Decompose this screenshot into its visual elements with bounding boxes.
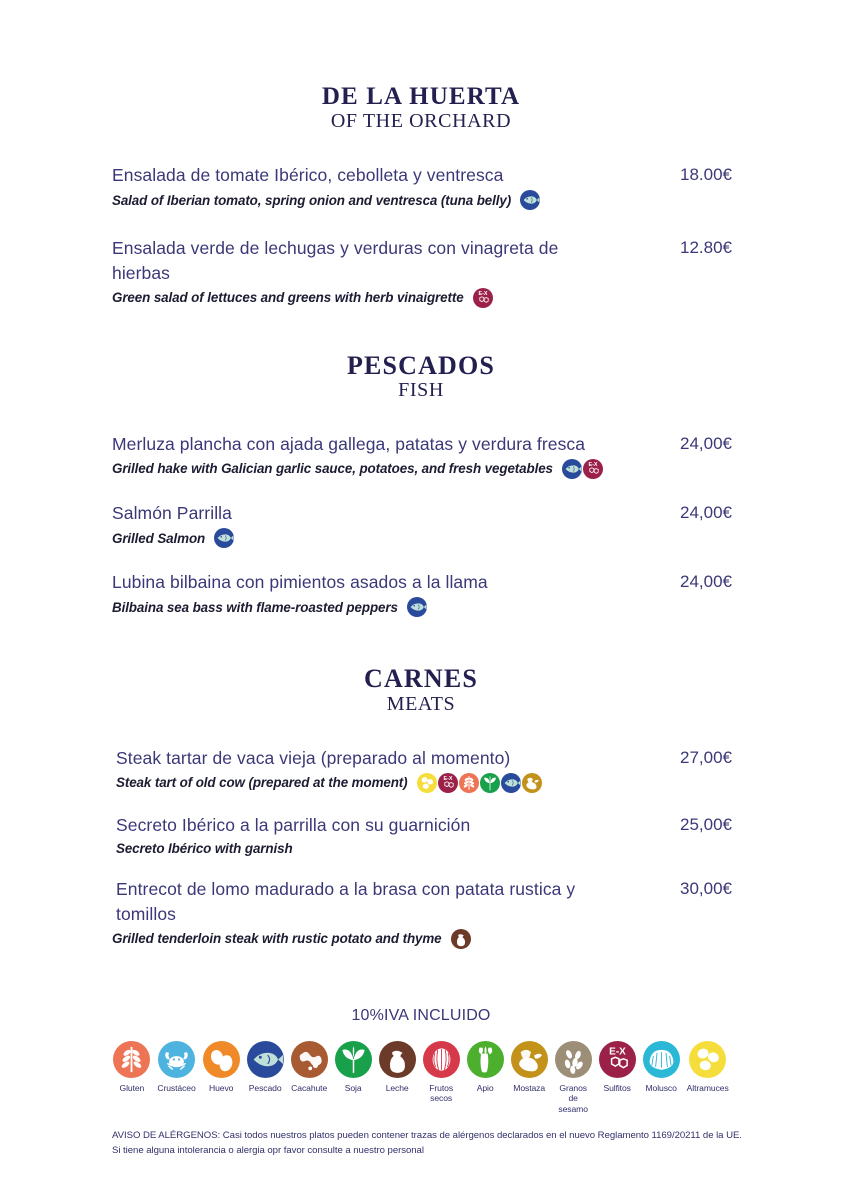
iva-note: 10%IVA INCLUIDO <box>351 1006 491 1024</box>
sulfitos-allergen-icon <box>583 459 603 479</box>
legend-label: Frutos secos <box>429 1082 454 1104</box>
legend-item-apio <box>467 1041 504 1094</box>
legend-label: Apio <box>476 1082 494 1093</box>
allergen-legend <box>0 1041 842 1115</box>
legend-item-sulfitos <box>599 1041 636 1094</box>
item-name: Ensalada verde de lechugas y verduras con vinagreta de hierbas <box>112 238 559 283</box>
gluten-allergen-icon <box>113 1041 150 1078</box>
sesamo-allergen-icon <box>555 1041 592 1078</box>
item-list-pescados <box>0 432 842 617</box>
section-title-es: CARNES <box>364 664 478 694</box>
legend-label: Crustáceo <box>157 1082 196 1093</box>
legend-item-gluten <box>113 1041 150 1094</box>
item-price: 30,00€ <box>680 879 732 899</box>
section-title-es: DE LA HUERTA <box>321 83 521 110</box>
menu-item[interactable] <box>116 746 732 793</box>
legend-label: Granos de sesamo <box>558 1082 588 1115</box>
item-allergen-list <box>520 190 540 210</box>
legend-item-sesamo <box>555 1041 592 1115</box>
sulfitos-allergen-icon <box>438 773 458 793</box>
frutossecos-allergen-icon <box>423 1041 460 1078</box>
allergen-notice-line-2: Si tiene alguna intolerancia o alergia opr favor consulte a nuestro personal <box>112 1144 424 1156</box>
svg-text:E-X: E-X <box>588 462 598 469</box>
legend-label: Leche <box>385 1082 409 1093</box>
item-list-huerta <box>0 163 842 307</box>
pescado-allergen-icon <box>247 1041 284 1078</box>
legend-item-pescado <box>247 1041 284 1094</box>
sulfitos-allergen-icon <box>473 288 493 308</box>
legend-label: Huevo <box>208 1082 234 1093</box>
item-description: Green salad of lettuces and greens with herb vinaigrette <box>112 289 464 305</box>
item-name: Secreto Ibérico a la parrilla con su guarnición <box>116 814 471 835</box>
allergen-notice <box>0 1129 842 1159</box>
soja-allergen-icon <box>335 1041 372 1078</box>
section-heading-pescados <box>0 308 842 402</box>
item-price: 24,00€ <box>680 433 732 453</box>
soja-allergen-icon <box>480 773 500 793</box>
legend-item-soja <box>335 1041 372 1094</box>
altramuces-allergen-icon <box>689 1041 726 1078</box>
mostaza-allergen-icon <box>522 773 542 793</box>
legend-item-frutossecos <box>423 1041 460 1104</box>
legend-label: Altramuces <box>686 1082 729 1093</box>
section-title-es: PESCADOS <box>346 350 496 380</box>
item-list-carnes <box>0 746 842 949</box>
menu-item[interactable] <box>112 501 732 548</box>
item-allergen-list <box>473 288 493 308</box>
item-description: Bilbaina sea bass with flame-roasted peppers <box>112 599 398 615</box>
item-price: 12.80€ <box>680 238 732 258</box>
item-price: 25,00€ <box>680 814 732 834</box>
section-heading-huerta <box>0 0 842 133</box>
legend-item-huevo <box>203 1041 240 1094</box>
svg-text:E-X: E-X <box>443 776 453 783</box>
cacahuete-allergen-icon <box>291 1041 328 1078</box>
pescado-allergen-icon <box>501 773 521 793</box>
leche-allergen-icon <box>451 929 471 949</box>
item-description: Salad of Iberian tomato, spring onion and ventresca (tuna belly) <box>112 192 512 208</box>
item-name: Merluza plancha con ajada gallega, patatas y verdura fresca <box>112 433 586 454</box>
item-name: Entrecot de lomo madurado a la brasa con patata rustica y tomillos <box>116 879 576 924</box>
menu-item[interactable] <box>112 432 732 479</box>
pescado-allergen-icon <box>562 459 582 479</box>
section-title-en: FISH <box>398 378 444 401</box>
item-price: 24,00€ <box>680 572 732 592</box>
item-description: Grilled hake with Galician garlic sauce, potatoes, and fresh vegetables <box>112 461 553 477</box>
item-price: 24,00€ <box>680 503 732 523</box>
item-price: 18.00€ <box>680 165 732 185</box>
item-allergen-list <box>562 459 603 479</box>
legend-item-molusco <box>643 1041 680 1094</box>
legend-item-cacahuete <box>291 1041 328 1094</box>
item-description: Grilled tenderloin steak with rustic potato and thyme <box>112 930 442 946</box>
menu-item[interactable] <box>116 813 732 858</box>
legend-label: Cacahute <box>291 1082 328 1093</box>
legend-item-altramuces <box>687 1041 729 1094</box>
svg-text:E-X: E-X <box>478 290 488 297</box>
legend-label: Sulfitos <box>603 1082 631 1093</box>
menu-item[interactable] <box>112 163 732 210</box>
apio-allergen-icon <box>467 1041 504 1078</box>
legend-label: Gluten <box>119 1082 145 1093</box>
item-description: Secreto Ibérico with garnish <box>116 840 293 856</box>
legend-label: Soja <box>344 1082 362 1093</box>
item-name: Steak tartar de vaca vieja (preparado al momento) <box>116 747 511 768</box>
pescado-allergen-icon <box>407 597 427 617</box>
item-allergen-list <box>214 528 234 548</box>
gluten-allergen-icon <box>459 773 479 793</box>
item-price: 27,00€ <box>680 747 732 767</box>
mostaza-allergen-icon <box>511 1041 548 1078</box>
menu-item[interactable] <box>112 236 732 307</box>
pescado-allergen-icon <box>520 190 540 210</box>
legend-label: Pescado <box>248 1082 282 1093</box>
legend-label: Mostaza <box>513 1082 546 1093</box>
section-title-en: MEATS <box>386 692 456 715</box>
section-title-en: OF THE ORCHARD <box>330 110 512 133</box>
item-allergen-list <box>451 929 471 949</box>
menu-item[interactable] <box>112 570 732 617</box>
item-description: Steak tart of old cow (prepared at the moment) <box>116 775 408 791</box>
allergen-notice-line-1: AVISO DE ALÉRGENOS: Casi todos nuestros platos pueden contener trazas de alérgenos declarados en el nuevo Reglamento 1169/20211 de la UE. <box>112 1129 742 1141</box>
legend-item-crustaceo <box>157 1041 195 1094</box>
item-name: Ensalada de tomate Ibérico, cebolleta y ventresca <box>112 165 504 186</box>
sulfitos-allergen-icon <box>599 1041 636 1078</box>
section-heading-carnes <box>0 617 842 715</box>
leche-allergen-icon <box>379 1041 416 1078</box>
legend-label: Molusco <box>645 1082 677 1093</box>
crustaceo-allergen-icon <box>158 1041 195 1078</box>
item-name: Lubina bilbaina con pimientos asados a la llama <box>112 572 488 593</box>
item-name: Salmón Parrilla <box>112 503 232 524</box>
altramuces-allergen-icon <box>417 773 437 793</box>
legend-item-leche <box>379 1041 416 1094</box>
pescado-allergen-icon <box>214 528 234 548</box>
item-allergen-list <box>407 597 427 617</box>
molusco-allergen-icon <box>643 1041 680 1078</box>
svg-text:E-X: E-X <box>608 1045 626 1057</box>
menu-item[interactable] <box>112 877 732 948</box>
legend-item-mostaza <box>511 1041 548 1094</box>
huevo-allergen-icon <box>203 1041 240 1078</box>
item-allergen-list <box>417 773 542 793</box>
item-description: Grilled Salmon <box>112 530 206 546</box>
